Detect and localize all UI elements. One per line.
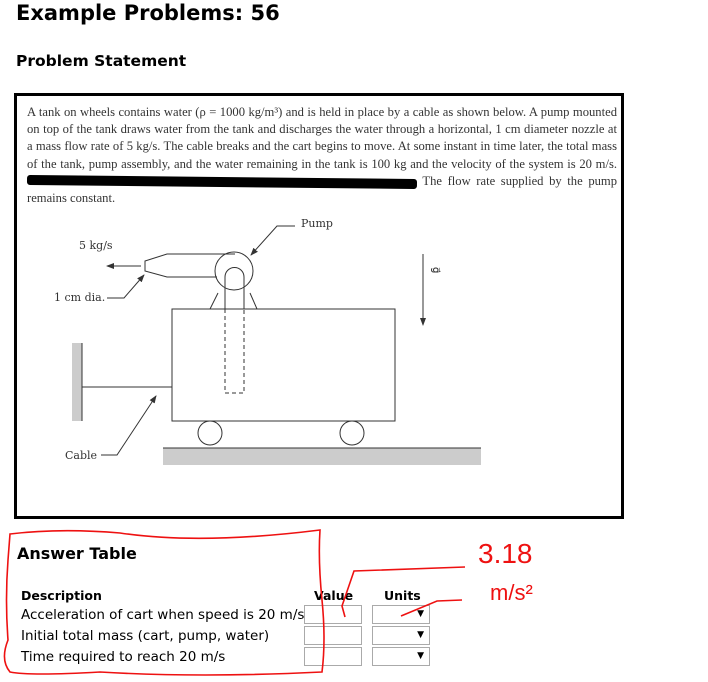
cable-label: Cable — [65, 449, 98, 463]
answer-table-heading: Answer Table — [17, 544, 137, 563]
problem-statement-box — [14, 93, 624, 519]
problem-text-end: The flow rate supplied by the pump remains constant. — [27, 173, 618, 206]
handwritten-units: m/s² — [490, 580, 533, 605]
row-description: Time required to reach 20 m/s — [21, 649, 226, 665]
pump-supports — [210, 293, 257, 309]
nozzle — [145, 254, 235, 277]
row-description: Acceleration of cart when speed is 20 m/s — [21, 607, 305, 623]
flow-label: 5 kg/s — [79, 239, 113, 253]
pump-leader — [251, 226, 295, 255]
column-description: Description — [21, 588, 102, 603]
units-select-initial-mass[interactable] — [372, 626, 430, 645]
value-input-time[interactable] — [304, 647, 362, 666]
gravity-label: g⃗ — [430, 267, 441, 274]
tube-in-tank — [225, 309, 244, 393]
page-title: Example Problems: 56 — [16, 1, 280, 25]
column-value: Value — [314, 588, 354, 603]
pump — [215, 252, 253, 290]
units-select-acceleration[interactable] — [372, 605, 430, 624]
wall — [72, 343, 82, 421]
wheel — [340, 421, 364, 445]
tank — [172, 309, 395, 421]
value-input-initial-mass[interactable] — [304, 626, 362, 645]
ground — [163, 448, 481, 465]
cable-leader — [101, 396, 156, 455]
nozzle-label: 1 cm dia. — [54, 291, 106, 305]
chevron-down-icon: ▼ — [417, 651, 424, 661]
chevron-down-icon: ▼ — [417, 630, 424, 640]
problem-text-main: A tank on wheels contains water (ρ = 1000 kg/m³) and is held in place by a cable as shown below. A pump mounted on top of the tank draws water from the tank and discharges the water through a horizontal, 1 cm diameter nozzle at a mass flow rate of 5 kg/s. The cable breaks and the cart begins to move. At some instant in time later, the total mass of the tank, pump assembly, and the water remaining in the tank is 100 kg and the velocity of the system is 20 m/s. — [27, 105, 617, 171]
pump-label: Pump — [301, 217, 333, 231]
section-heading: Problem Statement — [16, 52, 187, 70]
row-description: Initial total mass (cart, pump, water) — [21, 628, 270, 644]
handwritten-value: 3.18 — [478, 538, 533, 569]
problem-diagram — [17, 209, 621, 487]
redaction-mark — [27, 175, 417, 189]
wheel — [198, 421, 222, 445]
problem-text — [27, 104, 617, 207]
units-select-time[interactable] — [372, 647, 430, 666]
nozzle-leader — [107, 275, 144, 298]
chevron-down-icon: ▼ — [417, 609, 424, 619]
value-input-acceleration[interactable] — [304, 605, 362, 624]
column-units: Units — [384, 588, 421, 603]
